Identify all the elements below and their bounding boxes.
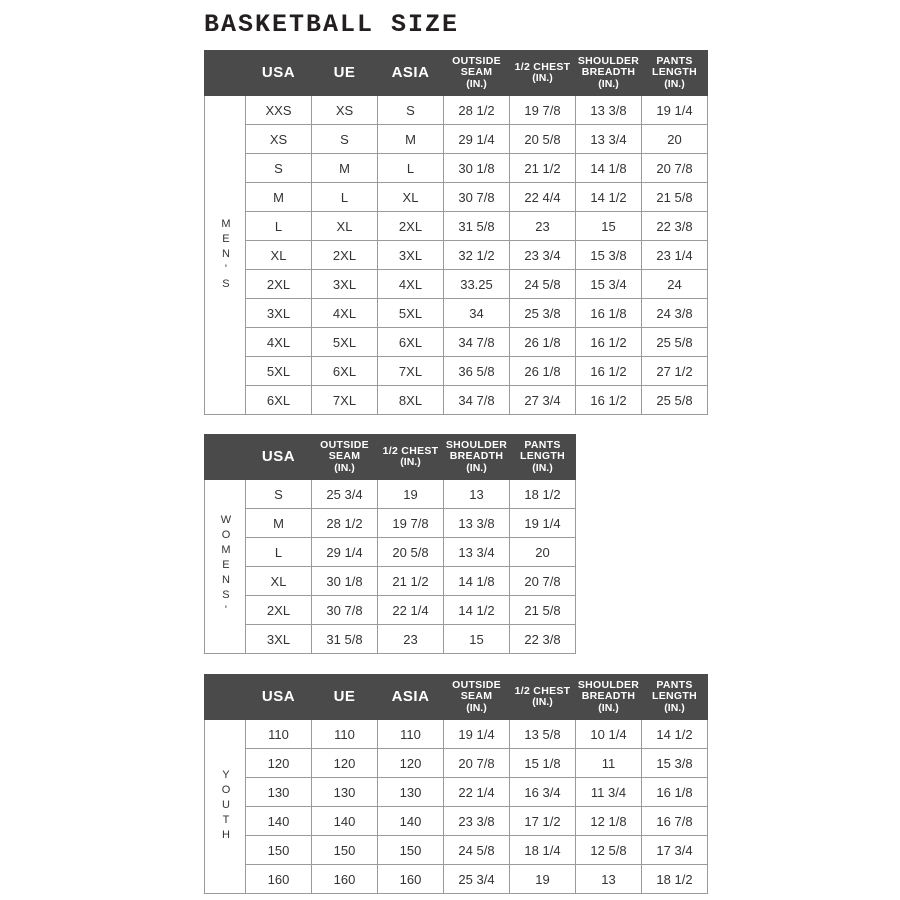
youth-header-label: SHOULDER BREADTH	[577, 679, 640, 703]
table-row	[205, 212, 708, 241]
womens-size-cell: S	[246, 480, 312, 509]
womens-header-label: PANTS LENGTH	[520, 439, 565, 463]
womens-measure-cell: 31 5/8	[312, 625, 378, 654]
womens-measure-cell: 14 1/2	[444, 596, 510, 625]
womens-size-cell: M	[246, 509, 312, 538]
youth-measure-cell: 15 1/8	[510, 749, 576, 778]
womens-measure-cell: 28 1/2	[312, 509, 378, 538]
mens-row-group-label	[205, 96, 246, 415]
womens-table-body	[205, 480, 576, 654]
youth-table-head	[205, 675, 708, 720]
mens-measure-cell: 36 5/8	[444, 357, 510, 386]
youth-header-cell	[510, 675, 576, 720]
table-row	[205, 778, 708, 807]
mens-measure-cell: 20 7/8	[642, 154, 708, 183]
youth-measure-cell: 120	[378, 749, 444, 778]
youth-measure-cell: 19 1/4	[444, 720, 510, 749]
mens-measure-cell: 21 1/2	[510, 154, 576, 183]
mens-measure-cell: XS	[312, 96, 378, 125]
youth-size-cell: 160	[246, 865, 312, 894]
youth-header-cell	[246, 675, 312, 720]
mens-measure-cell: L	[378, 154, 444, 183]
mens-measure-cell: 34	[444, 299, 510, 328]
mens-measure-cell: 15	[576, 212, 642, 241]
table-row	[205, 357, 708, 386]
table-row	[205, 567, 576, 596]
womens-measure-cell: 19 1/4	[510, 509, 576, 538]
mens-header-row	[205, 51, 708, 96]
womens-measure-cell: 13 3/4	[444, 538, 510, 567]
mens-header-unit: (IN.)	[664, 77, 685, 90]
mens-measure-cell: 13 3/8	[576, 96, 642, 125]
womens-measure-cell: 21 1/2	[378, 567, 444, 596]
youth-table-body	[205, 720, 708, 894]
womens-measure-cell: 29 1/4	[312, 538, 378, 567]
mens-size-table	[204, 50, 708, 415]
womens-measure-cell: 13	[444, 480, 510, 509]
table-row	[205, 509, 576, 538]
womens-measure-cell: 19 7/8	[378, 509, 444, 538]
mens-measure-cell: 23 1/4	[642, 241, 708, 270]
mens-measure-cell: 3XL	[378, 241, 444, 270]
youth-measure-cell: 11 3/4	[576, 778, 642, 807]
mens-measure-cell: 30 1/8	[444, 154, 510, 183]
youth-header-label: OUTSIDE SEAM	[452, 679, 501, 703]
youth-measure-cell: 10 1/4	[576, 720, 642, 749]
womens-header-unit: (IN.)	[400, 456, 421, 468]
mens-header-label: UE	[333, 63, 356, 81]
youth-header-cell	[642, 675, 708, 720]
womens-measure-cell: 20 7/8	[510, 567, 576, 596]
youth-measure-cell: 18 1/2	[642, 865, 708, 894]
womens-header-unit: (IN.)	[532, 461, 553, 474]
mens-measure-cell: 23	[510, 212, 576, 241]
mens-measure-cell: 4XL	[378, 270, 444, 299]
mens-measure-cell: 7XL	[312, 386, 378, 415]
womens-size-table-block	[204, 434, 576, 654]
youth-header-label: 1/2 CHEST	[514, 684, 571, 697]
youth-row-group-label	[205, 720, 246, 894]
womens-size-cell: 2XL	[246, 596, 312, 625]
youth-measure-cell: 11	[576, 749, 642, 778]
mens-measure-cell: M	[312, 154, 378, 183]
youth-measure-cell: 17 1/2	[510, 807, 576, 836]
youth-size-cell: 140	[246, 807, 312, 836]
table-row	[205, 865, 708, 894]
youth-header-unit: (IN.)	[466, 701, 487, 714]
youth-measure-cell: 16 7/8	[642, 807, 708, 836]
womens-measure-cell: 30 7/8	[312, 596, 378, 625]
youth-measure-cell: 12 1/8	[576, 807, 642, 836]
mens-measure-cell: 20 5/8	[510, 125, 576, 154]
youth-measure-cell: 22 1/4	[444, 778, 510, 807]
youth-measure-cell: 19	[510, 865, 576, 894]
mens-header-unit: (IN.)	[598, 77, 619, 90]
mens-measure-cell: 23 3/4	[510, 241, 576, 270]
mens-measure-cell: M	[378, 125, 444, 154]
mens-measure-cell: 7XL	[378, 357, 444, 386]
mens-size-cell: XXS	[246, 96, 312, 125]
mens-measure-cell: 16 1/2	[576, 386, 642, 415]
womens-table-head	[205, 435, 576, 480]
youth-measure-cell: 16 3/4	[510, 778, 576, 807]
mens-size-cell: L	[246, 212, 312, 241]
table-row	[205, 749, 708, 778]
youth-header-unit: (IN.)	[598, 701, 619, 714]
youth-size-table	[204, 674, 708, 894]
mens-header-label: USA	[261, 63, 296, 81]
youth-header-unit: (IN.)	[532, 696, 553, 708]
youth-measure-cell: 16 1/8	[642, 778, 708, 807]
youth-corner-cell	[205, 675, 246, 720]
mens-size-cell: 4XL	[246, 328, 312, 357]
womens-measure-cell: 23	[378, 625, 444, 654]
womens-header-cell	[444, 435, 510, 480]
womens-header-label: SHOULDER BREADTH	[445, 439, 508, 463]
womens-size-cell: L	[246, 538, 312, 567]
table-row	[205, 538, 576, 567]
mens-measure-cell: 13 3/4	[576, 125, 642, 154]
mens-header-label: PANTS LENGTH	[652, 55, 697, 79]
womens-size-cell: XL	[246, 567, 312, 596]
youth-size-cell: 120	[246, 749, 312, 778]
mens-size-cell: M	[246, 183, 312, 212]
mens-measure-cell: 4XL	[312, 299, 378, 328]
mens-corner-cell	[205, 51, 246, 96]
mens-header-cell	[444, 51, 510, 96]
youth-size-cell: 130	[246, 778, 312, 807]
mens-header-cell	[642, 51, 708, 96]
mens-measure-cell: 25 5/8	[642, 328, 708, 357]
youth-measure-cell: 15 3/8	[642, 749, 708, 778]
youth-measure-cell: 23 3/8	[444, 807, 510, 836]
mens-measure-cell: 16 1/2	[576, 357, 642, 386]
mens-header-cell	[312, 51, 378, 96]
table-row	[205, 241, 708, 270]
womens-measure-cell: 25 3/4	[312, 480, 378, 509]
womens-measure-cell: 13 3/8	[444, 509, 510, 538]
womens-corner-cell	[205, 435, 246, 480]
youth-measure-cell: 150	[378, 836, 444, 865]
mens-measure-cell: 2XL	[378, 212, 444, 241]
youth-measure-cell: 150	[312, 836, 378, 865]
mens-header-unit: (IN.)	[532, 72, 553, 84]
womens-measure-cell: 21 5/8	[510, 596, 576, 625]
womens-measure-cell: 22 1/4	[378, 596, 444, 625]
mens-header-label: ASIA	[391, 63, 430, 81]
table-row	[205, 125, 708, 154]
youth-header-label: ASIA	[391, 687, 430, 705]
mens-measure-cell: 31 5/8	[444, 212, 510, 241]
youth-measure-cell: 17 3/4	[642, 836, 708, 865]
table-row	[205, 836, 708, 865]
mens-measure-cell: 21 5/8	[642, 183, 708, 212]
womens-measure-cell: 14 1/8	[444, 567, 510, 596]
womens-measure-cell: 18 1/2	[510, 480, 576, 509]
mens-measure-cell: 28 1/2	[444, 96, 510, 125]
youth-header-unit: (IN.)	[664, 701, 685, 714]
youth-row-group-label-text: YOUTH	[219, 769, 232, 844]
mens-measure-cell: 6XL	[378, 328, 444, 357]
mens-measure-cell: 25 3/8	[510, 299, 576, 328]
womens-header-unit: (IN.)	[334, 461, 355, 474]
youth-measure-cell: 20 7/8	[444, 749, 510, 778]
mens-measure-cell: 15 3/8	[576, 241, 642, 270]
mens-measure-cell: 27 1/2	[642, 357, 708, 386]
youth-measure-cell: 160	[312, 865, 378, 894]
table-row	[205, 386, 708, 415]
mens-measure-cell: 14 1/2	[576, 183, 642, 212]
youth-header-cell	[378, 675, 444, 720]
mens-header-label: SHOULDER BREADTH	[577, 55, 640, 79]
womens-size-cell: 3XL	[246, 625, 312, 654]
table-row	[205, 625, 576, 654]
mens-measure-cell: 16 1/8	[576, 299, 642, 328]
womens-row-group-label	[205, 480, 246, 654]
womens-header-cell	[378, 435, 444, 480]
youth-measure-cell: 14 1/2	[642, 720, 708, 749]
table-row	[205, 720, 708, 749]
mens-measure-cell: 19 7/8	[510, 96, 576, 125]
page-title: BASKETBALL SIZE	[204, 10, 460, 39]
mens-measure-cell: 25 5/8	[642, 386, 708, 415]
mens-measure-cell: 33.25	[444, 270, 510, 299]
table-row	[205, 183, 708, 212]
youth-size-cell: 150	[246, 836, 312, 865]
womens-measure-cell: 22 3/8	[510, 625, 576, 654]
table-row	[205, 596, 576, 625]
mens-size-cell: 5XL	[246, 357, 312, 386]
mens-size-cell: S	[246, 154, 312, 183]
womens-measure-cell: 30 1/8	[312, 567, 378, 596]
mens-measure-cell: 22 4/4	[510, 183, 576, 212]
mens-measure-cell: 34 7/8	[444, 386, 510, 415]
youth-measure-cell: 160	[378, 865, 444, 894]
womens-measure-cell: 20	[510, 538, 576, 567]
mens-measure-cell: 16 1/2	[576, 328, 642, 357]
youth-size-table-block	[204, 674, 708, 894]
mens-size-cell: XL	[246, 241, 312, 270]
mens-measure-cell: 8XL	[378, 386, 444, 415]
youth-measure-cell: 140	[312, 807, 378, 836]
mens-measure-cell: 24 5/8	[510, 270, 576, 299]
mens-measure-cell: 27 3/4	[510, 386, 576, 415]
youth-measure-cell: 130	[378, 778, 444, 807]
womens-header-cell	[510, 435, 576, 480]
mens-row-group-label-text: MEN'S	[219, 217, 232, 293]
mens-measure-cell: 2XL	[312, 241, 378, 270]
youth-measure-cell: 110	[378, 720, 444, 749]
womens-header-label: 1/2 CHEST	[382, 444, 439, 457]
table-row	[205, 96, 708, 125]
mens-measure-cell: XL	[312, 212, 378, 241]
mens-header-cell	[510, 51, 576, 96]
mens-measure-cell: 19 1/4	[642, 96, 708, 125]
mens-size-cell: 6XL	[246, 386, 312, 415]
mens-header-cell	[576, 51, 642, 96]
womens-header-unit: (IN.)	[466, 461, 487, 474]
womens-measure-cell: 19	[378, 480, 444, 509]
youth-measure-cell: 110	[312, 720, 378, 749]
womens-header-cell	[312, 435, 378, 480]
table-row	[205, 299, 708, 328]
youth-measure-cell: 13	[576, 865, 642, 894]
youth-header-cell	[312, 675, 378, 720]
mens-measure-cell: 30 7/8	[444, 183, 510, 212]
table-row	[205, 328, 708, 357]
womens-row-group-label-text: WOMENS'	[219, 514, 232, 619]
mens-table-body	[205, 96, 708, 415]
table-row	[205, 154, 708, 183]
mens-header-cell	[246, 51, 312, 96]
mens-measure-cell: 34 7/8	[444, 328, 510, 357]
mens-measure-cell: L	[312, 183, 378, 212]
mens-measure-cell: 24	[642, 270, 708, 299]
youth-measure-cell: 140	[378, 807, 444, 836]
mens-size-cell: 3XL	[246, 299, 312, 328]
womens-measure-cell: 20 5/8	[378, 538, 444, 567]
mens-header-unit: (IN.)	[466, 77, 487, 90]
table-row	[205, 807, 708, 836]
mens-header-label: 1/2 CHEST	[514, 60, 571, 73]
womens-size-table	[204, 434, 576, 654]
youth-header-row	[205, 675, 708, 720]
mens-size-cell: 2XL	[246, 270, 312, 299]
mens-measure-cell: XL	[378, 183, 444, 212]
mens-measure-cell: 14 1/8	[576, 154, 642, 183]
youth-measure-cell: 13 5/8	[510, 720, 576, 749]
mens-measure-cell: 24 3/8	[642, 299, 708, 328]
mens-size-table-block	[204, 50, 708, 415]
womens-header-cell	[246, 435, 312, 480]
mens-measure-cell: S	[378, 96, 444, 125]
youth-header-label: USA	[261, 687, 296, 705]
youth-measure-cell: 120	[312, 749, 378, 778]
table-row	[205, 270, 708, 299]
mens-measure-cell: 15 3/4	[576, 270, 642, 299]
mens-measure-cell: 26 1/8	[510, 357, 576, 386]
youth-measure-cell: 18 1/4	[510, 836, 576, 865]
youth-measure-cell: 12 5/8	[576, 836, 642, 865]
youth-measure-cell: 24 5/8	[444, 836, 510, 865]
mens-measure-cell: 3XL	[312, 270, 378, 299]
mens-measure-cell: 32 1/2	[444, 241, 510, 270]
table-row	[205, 480, 576, 509]
youth-header-cell	[576, 675, 642, 720]
womens-header-label: OUTSIDE SEAM	[320, 439, 369, 463]
womens-header-row	[205, 435, 576, 480]
womens-header-label: USA	[261, 447, 296, 465]
mens-measure-cell: 26 1/8	[510, 328, 576, 357]
mens-header-label: OUTSIDE SEAM	[452, 55, 501, 79]
mens-size-cell: XS	[246, 125, 312, 154]
youth-measure-cell: 25 3/4	[444, 865, 510, 894]
mens-measure-cell: 5XL	[312, 328, 378, 357]
mens-table-head	[205, 51, 708, 96]
womens-measure-cell: 15	[444, 625, 510, 654]
youth-size-cell: 110	[246, 720, 312, 749]
youth-header-cell	[444, 675, 510, 720]
mens-header-cell	[378, 51, 444, 96]
mens-measure-cell: S	[312, 125, 378, 154]
mens-measure-cell: 20	[642, 125, 708, 154]
mens-measure-cell: 5XL	[378, 299, 444, 328]
mens-measure-cell: 6XL	[312, 357, 378, 386]
youth-measure-cell: 130	[312, 778, 378, 807]
mens-measure-cell: 29 1/4	[444, 125, 510, 154]
youth-header-label: UE	[333, 687, 356, 705]
mens-measure-cell: 22 3/8	[642, 212, 708, 241]
youth-header-label: PANTS LENGTH	[652, 679, 697, 703]
